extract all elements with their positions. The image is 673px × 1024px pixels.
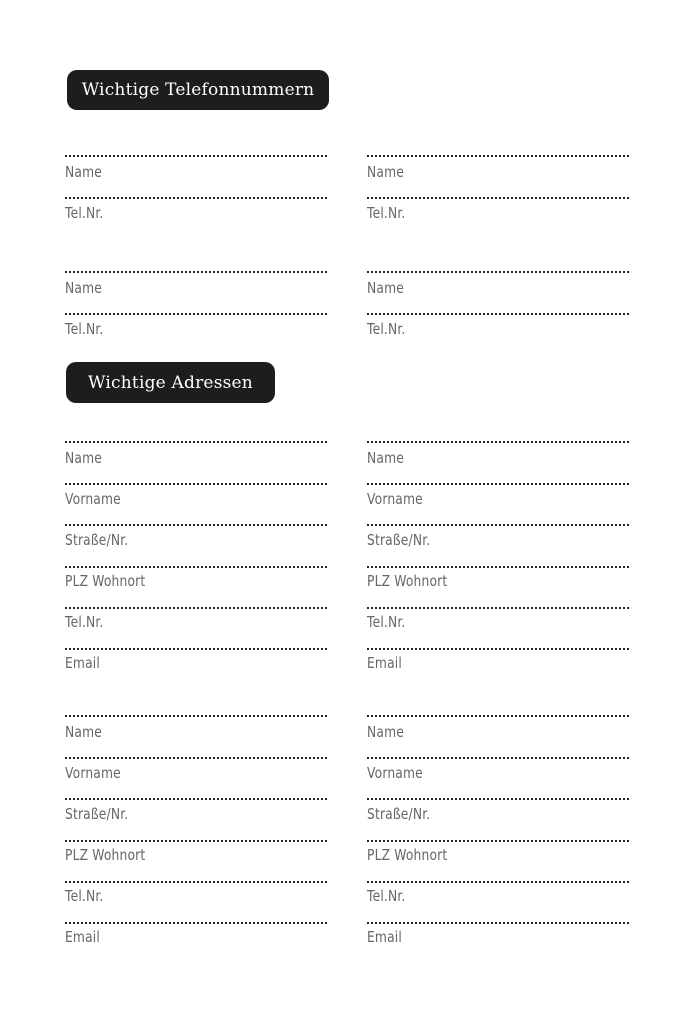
phone-section-title: Wichtige Telefonnummern xyxy=(67,70,329,110)
email-label: Email xyxy=(367,928,402,946)
street-line[interactable] xyxy=(367,798,629,800)
street-label: Straße/Nr. xyxy=(65,531,129,549)
tel-label: Tel.Nr. xyxy=(367,204,406,222)
email-label: Email xyxy=(367,654,402,672)
firstname-line[interactable] xyxy=(367,757,629,759)
name-line[interactable] xyxy=(65,441,327,443)
zip-city-label: PLZ Wohnort xyxy=(367,572,448,590)
firstname-label: Vorname xyxy=(367,764,423,782)
street-label: Straße/Nr. xyxy=(65,805,129,823)
zip-city-label: PLZ Wohnort xyxy=(367,846,448,864)
name-label: Name xyxy=(367,163,404,181)
name-line[interactable] xyxy=(367,271,629,273)
street-line[interactable] xyxy=(367,524,629,526)
tel-label: Tel.Nr. xyxy=(65,320,104,338)
name-label: Name xyxy=(65,723,102,741)
zip-city-line[interactable] xyxy=(367,566,629,568)
name-line[interactable] xyxy=(367,715,629,717)
email-line[interactable] xyxy=(367,648,629,650)
tel-line[interactable] xyxy=(367,313,629,315)
zip-city-label: PLZ Wohnort xyxy=(65,846,146,864)
zip-city-label: PLZ Wohnort xyxy=(65,572,146,590)
firstname-label: Vorname xyxy=(367,490,423,508)
name-label: Name xyxy=(65,449,102,467)
name-label: Name xyxy=(367,449,404,467)
tel-label: Tel.Nr. xyxy=(367,613,406,631)
tel-label: Tel.Nr. xyxy=(65,887,104,905)
name-label: Name xyxy=(367,723,404,741)
firstname-line[interactable] xyxy=(65,483,327,485)
street-label: Straße/Nr. xyxy=(367,805,431,823)
name-label: Name xyxy=(65,279,102,297)
tel-label: Tel.Nr. xyxy=(65,613,104,631)
firstname-label: Vorname xyxy=(65,490,121,508)
email-label: Email xyxy=(65,928,100,946)
name-line[interactable] xyxy=(65,155,327,157)
firstname-label: Vorname xyxy=(65,764,121,782)
name-label: Name xyxy=(65,163,102,181)
tel-line[interactable] xyxy=(367,881,629,883)
name-label: Name xyxy=(367,279,404,297)
tel-line[interactable] xyxy=(65,197,327,199)
name-line[interactable] xyxy=(367,441,629,443)
email-line[interactable] xyxy=(65,648,327,650)
name-line[interactable] xyxy=(65,271,327,273)
firstname-line[interactable] xyxy=(65,757,327,759)
tel-label: Tel.Nr. xyxy=(65,204,104,222)
zip-city-line[interactable] xyxy=(65,840,327,842)
email-line[interactable] xyxy=(65,922,327,924)
tel-line[interactable] xyxy=(367,607,629,609)
street-line[interactable] xyxy=(65,524,327,526)
name-line[interactable] xyxy=(367,155,629,157)
tel-label: Tel.Nr. xyxy=(367,320,406,338)
firstname-line[interactable] xyxy=(367,483,629,485)
address-section-title: Wichtige Adressen xyxy=(66,362,275,403)
street-line[interactable] xyxy=(65,798,327,800)
zip-city-line[interactable] xyxy=(65,566,327,568)
tel-line[interactable] xyxy=(65,881,327,883)
tel-line[interactable] xyxy=(65,607,327,609)
zip-city-line[interactable] xyxy=(367,840,629,842)
email-line[interactable] xyxy=(367,922,629,924)
name-line[interactable] xyxy=(65,715,327,717)
street-label: Straße/Nr. xyxy=(367,531,431,549)
tel-line[interactable] xyxy=(65,313,327,315)
tel-line[interactable] xyxy=(367,197,629,199)
tel-label: Tel.Nr. xyxy=(367,887,406,905)
email-label: Email xyxy=(65,654,100,672)
